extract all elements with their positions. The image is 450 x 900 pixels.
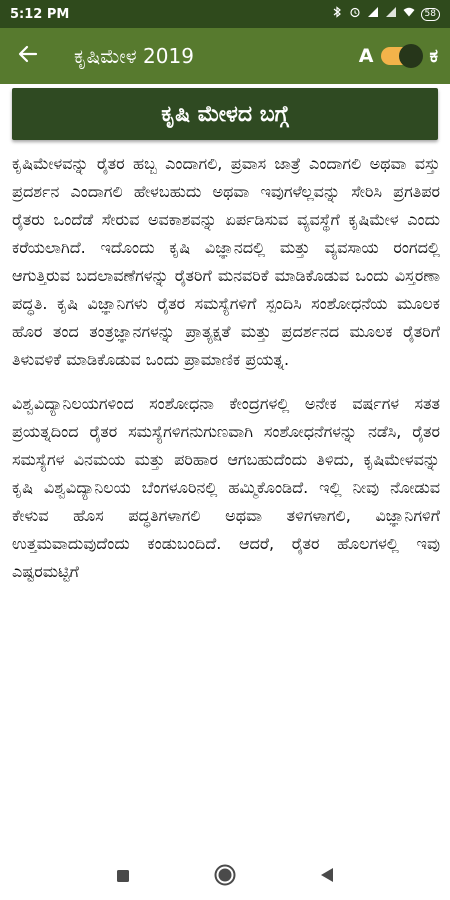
app-title: ಕೃಷಿಮೇಳ 2019 [74, 44, 194, 68]
triangle-left-icon [320, 867, 334, 887]
section-heading: ಕೃಷಿ ಮೇಳದ ಬಗ್ಗೆ [12, 88, 438, 140]
language-switch[interactable] [381, 47, 421, 65]
home-button[interactable] [213, 865, 237, 889]
app-bar [0, 28, 450, 84]
square-icon [116, 868, 130, 887]
lang-label-kannada: ಕ [429, 45, 438, 67]
back-button[interactable] [0, 28, 56, 84]
circle-icon [214, 864, 236, 890]
switch-knob [399, 44, 423, 68]
paragraph: ವಿಶ್ವವಿದ್ಯಾನಿಲಯಗಳಿಂದ ಸಂಶೋಧನಾ ಕೇಂದ್ರಗಳಲ್ಲಿ ಅನೇಕ ವರ್ಷಗಳ ಸತತ ಪ್ರಯತ್ನದಿಂದ ರೈತರ ಸಮಸ್ಯೆಗಳಿಗನುಗುಣವಾಗಿ ಸಂಶೋಧನೆಗಳನ್ನು ನಡೆಸಿ, ರೈತರ ಸಮಸ್ಯೆಗಳ ವಿನಮಯ ಮತ್ತು ಪರಿಹಾರ ಆಗಬಹುದೆಂದು ತಿಳಿದು, ಕೃಷಿಮೇಳವನ್ನು ಕೃಷಿ ವಿಶ್ವವಿದ್ಯಾನಿಲಯ ಬೆಂಗಳೂರಿನಲ್ಲಿ ಹಮ್ಮಿಕೊಂಡಿದೆ. ಇಲ್ಲಿ ನೀವು ನೋಡುವ ಕೇಳುವ ಹೊಸ ಪದ್ಧತಿಗಳಾಗಲಿ ಅಥವಾ ತಳಿಗಳಾಗಲಿ, ವಿಜ್ಞಾನಿಗಳಿಗೆ ಉತ್ತಮವಾದುವುದೆಂದು ಕಂಡುಬಂದಿದೆ. ಆದರೆ, ರೈತರ ಹೊಲಗಳಲ್ಲಿ ಇವು ಎಷ್ಟರಮಟ್ಟಿಗೆ [12, 394, 440, 581]
status-icons [331, 6, 440, 22]
signal-icon-2 [385, 6, 397, 22]
recent-apps-button[interactable] [111, 865, 135, 889]
bluetooth-icon [331, 6, 343, 22]
signal-icon [367, 6, 379, 22]
status-bar [0, 0, 450, 28]
paragraph: ಕೃಷಿಮೇಳವನ್ನು ರೈತರ ಹಬ್ಬ ಎಂದಾಗಲಿ, ಪ್ರವಾಸ ಜಾತ್ರೆ ಎಂದಾಗಲಿ ಅಥವಾ ವಸ್ತು ಪ್ರದರ್ಶನ ಎಂದಾಗಲಿ ಹೇಳಬಹುದು ಅಥವಾ ಇವುಗಳೆಲ್ಲವನ್ನು ಸೇರಿಸಿ ಪ್ರಗತಿಪರ ರೈತರು ಒಂದೆಡೆ ಸೇರುವ ಅವಕಾಶವನ್ನು ಏರ್ಪಡಿಸುವ ವ್ಯವಸ್ಥೆಗೆ ಕೃಷಿಮೇಳ ಎಂದು ಕರೆಯಲಾಗಿದೆ. ಇದೊಂದು ಕೃಷಿ ವಿಜ್ಞಾನದಲ್ಲಿ ಮತ್ತು ವ್ಯವಸಾಯ ರಂಗದಲ್ಲಿ ಆಗುತ್ತಿರುವ ಬದಲಾವಣೆಗಳನ್ನು ರೈತರಿಗೆ ಮನವರಿಕೆ ಮಾಡಿಕೊಡುವ ಒಂದು ವಿಸ್ತರಣಾ ಪದ್ಧತಿ. ಕೃಷಿ ವಿಜ್ಞಾನಿಗಳು ರೈತರ ಸಮಸ್ಯೆಗಳಿಗೆ ಸ್ಪಂದಿಸಿ ಸಂಶೋಧನೆಯ ಮೂಲಕ ಹೊರ ತಂದ ತಂತ್ರಜ್ಞಾನಗಳನ್ನು ಪ್ರಾತ್ಯಕ್ಷತೆ ಮತ್ತು ಪ್ರದರ್ಶನದ ಮೂಲಕ ರೈತರಿಗೆ ತಿಳುವಳಿಕೆ ಮಾಡಿಕೊಡುವ ಒಂದು ಪ್ರಾಮಾಣಿಕ ಪ್ರಯತ್ನ. [12, 154, 440, 369]
content-area[interactable] [0, 84, 450, 854]
status-time: 5:12 PM [10, 6, 70, 22]
wifi-icon [403, 6, 415, 22]
battery-indicator: 58 [421, 8, 440, 21]
arrow-left-icon [18, 44, 38, 68]
language-toggle [359, 45, 450, 67]
navigation-bar [0, 854, 450, 900]
nav-back-button[interactable] [315, 865, 339, 889]
lang-label-english: A [358, 45, 374, 67]
alarm-icon [349, 6, 361, 22]
